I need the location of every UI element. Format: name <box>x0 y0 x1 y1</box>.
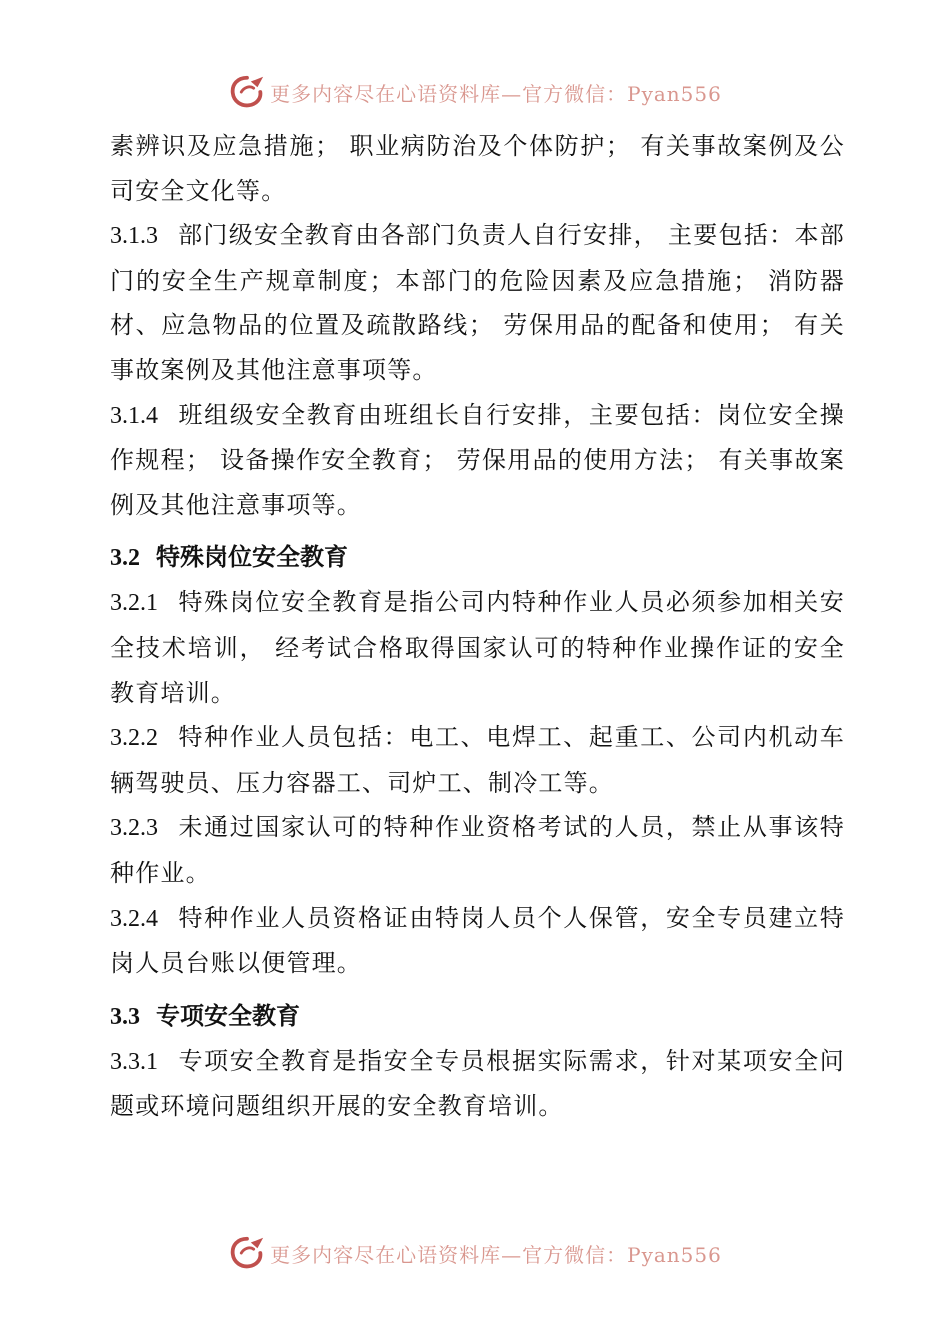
clause-number: 3.2.2 <box>110 725 158 752</box>
paragraph-text: 部门级安全教育由各部门负责人自行安排， 主要包括：本部门的安全生产规章制度；本部门的危险因素及应急措施； 消防器材、应急物品的位置及疏散路线； 劳保用品的配备和使用； 有关事故案例及其他注意事项等。 <box>110 221 845 384</box>
paragraph-text: 专项安全教育是指安全专员根据实际需求，针对某项安全问题或环境问题组织开展的安全教育培训。 <box>110 1046 845 1121</box>
clause-number: 3.3.1 <box>110 1048 158 1075</box>
paragraph <box>110 580 845 715</box>
paragraph <box>110 896 845 986</box>
paragraph <box>110 805 845 895</box>
paragraph-text: 素辨识及应急措施； 职业病防治及个体防护； 有关事故案例及公司安全文化等。 <box>110 132 845 205</box>
header-banner <box>0 72 950 112</box>
banner-text: 更多内容尽在心语资料库—官方微信：Pyan556 <box>270 81 722 106</box>
clause-number: 3.2.4 <box>110 905 158 932</box>
paragraph <box>110 1039 845 1129</box>
section-heading <box>110 994 845 1039</box>
paragraph-text: 班组级安全教育由班组长自行安排，主要包括：岗位安全操作规程； 设备操作安全教育； 劳保用品的使用方法； 有关事故案例及其他注意事项等。 <box>110 400 845 519</box>
clause-number: 3.1.3 <box>110 223 158 250</box>
clause-number: 3.1.4 <box>110 402 158 429</box>
clause-number: 3.2.3 <box>110 815 158 842</box>
section-heading <box>110 535 845 580</box>
paragraph-text: 未通过国家认可的特种作业资格考试的人员，禁止从事该特种作业。 <box>110 813 845 887</box>
clause-number: 3.2.1 <box>110 590 158 617</box>
banner-text: 更多内容尽在心语资料库—官方微信：Pyan556 <box>270 1242 722 1267</box>
paragraph-text: 特种作业人员包括：电工、电焊工、起重工、公司内机动车辆驾驶员、压力容器工、司炉工、制冷工等。 <box>110 723 845 797</box>
clause-number: 3.2 <box>110 545 140 572</box>
paragraph <box>110 213 845 392</box>
brush-logo-icon <box>228 73 266 111</box>
paragraph <box>110 715 845 805</box>
heading-text: 专项安全教育 <box>156 1001 300 1030</box>
heading-text: 特殊岗位安全教育 <box>156 543 348 572</box>
brush-logo-icon <box>228 1234 266 1272</box>
footer-banner <box>0 1233 950 1273</box>
paragraph <box>110 124 845 213</box>
paragraph-text: 特殊岗位安全教育是指公司内特种作业人员必须参加相关安全技术培训， 经考试合格取得国家认可的特种作业操作证的安全教育培训。 <box>110 588 845 707</box>
paragraph-text: 特种作业人员资格证由特岗人员个人保管，安全专员建立特岗人员台账以便管理。 <box>110 903 845 978</box>
document-body <box>110 124 845 1129</box>
paragraph <box>110 393 845 528</box>
clause-number: 3.3 <box>110 1003 140 1030</box>
